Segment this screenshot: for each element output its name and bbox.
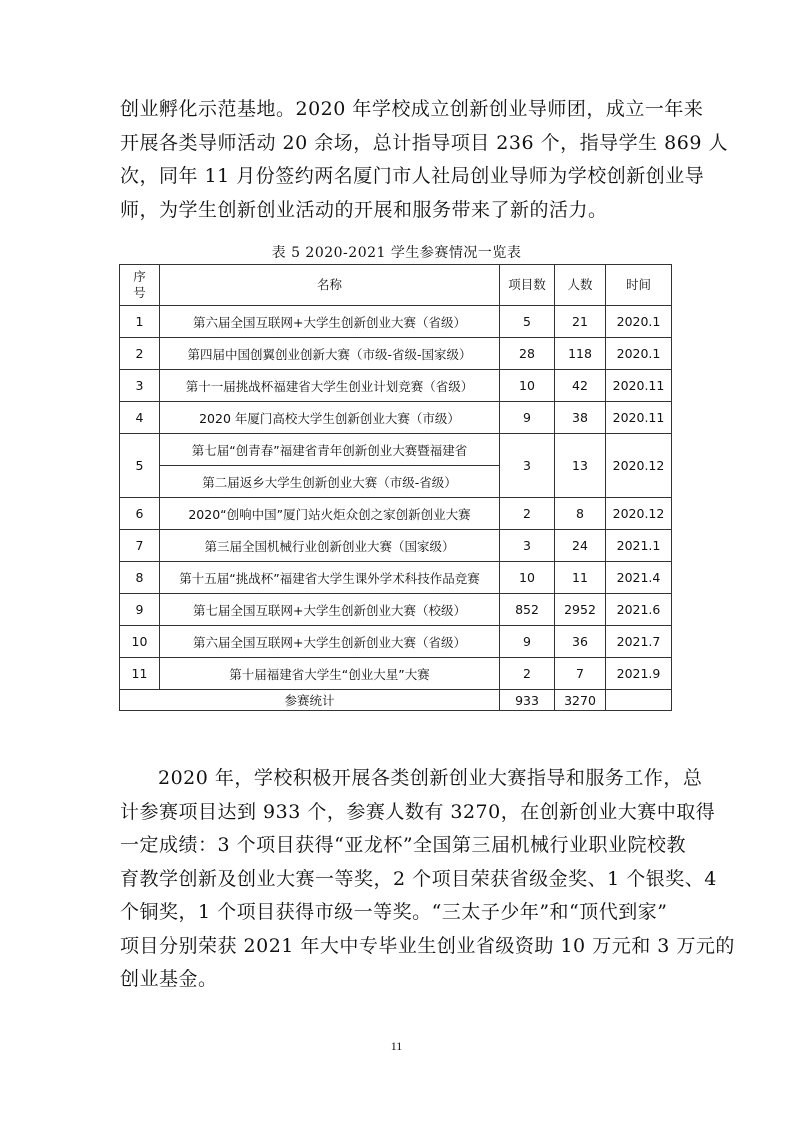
cell-projects: 5 (500, 306, 555, 338)
table-row (120, 562, 672, 594)
cell-name-line2: 第二届返乡大学生创新创业大赛（市级-省级） (160, 466, 500, 498)
text-line: 一定成绩：3 个项目获得“亚龙杯”全国第三届机械行业职业院校教 (120, 834, 687, 856)
cell-projects: 2 (500, 658, 555, 690)
cell-no: 5 (120, 434, 160, 498)
cell-time: 2020.12 (606, 498, 672, 530)
cell-people: 13 (555, 434, 606, 498)
cell-people: 38 (555, 402, 606, 434)
cell-time: 2021.7 (606, 626, 672, 658)
total-time (606, 690, 672, 711)
header-no-line2: 号 (133, 285, 146, 300)
page-number: 11 (390, 1039, 403, 1053)
cell-time: 2021.9 (606, 658, 672, 690)
cell-no: 3 (120, 370, 160, 402)
cell-people: 8 (555, 498, 606, 530)
cell-people: 7 (555, 658, 606, 690)
cell-name: 第七届全国互联网+大学生创新创业大赛（校级） (160, 594, 500, 626)
text-line: 计参赛项目达到 933 个，参赛人数有 3270，在创新创业大赛中取得 (120, 800, 716, 823)
cell-time: 2021.6 (606, 594, 672, 626)
table-row (120, 498, 672, 530)
text-line: 育教学创新及创业大赛一等奖，2 个项目荣获省级金奖、1 个银奖、4 (120, 867, 717, 890)
cell-name: 第六届全国互联网+大学生创新创业大赛（省级） (160, 626, 500, 658)
table-row (120, 434, 672, 466)
cell-projects: 2 (500, 498, 555, 530)
cell-name: 第十五届“挑战杯”福建省大学生课外学术科技作品竞赛 (160, 562, 500, 594)
text-line: 次，同年 11 月份签约两名厦门市人社局创业导师为学校创新创业导 (120, 165, 705, 187)
cell-projects: 3 (500, 434, 555, 498)
cell-projects: 9 (500, 402, 555, 434)
cell-name: 第十届福建省大学生“创业大星”大赛 (160, 658, 500, 690)
cell-time: 2021.1 (606, 530, 672, 562)
total-people: 3270 (555, 690, 606, 711)
cell-name-line1: 第七届“创青春”福建省青年创新创业大赛暨福建省 (160, 434, 500, 466)
cell-people: 21 (555, 306, 606, 338)
header-name: 名称 (160, 265, 500, 306)
table-row (120, 594, 672, 626)
cell-time: 2020.11 (606, 370, 672, 402)
cell-name: 2020 年厦门高校大学生创新创业大赛（市级） (160, 402, 500, 434)
cell-people: 42 (555, 370, 606, 402)
cell-no: 10 (120, 626, 160, 658)
cell-name: 第三届全国机械行业创新创业大赛（国家级） (160, 530, 500, 562)
cell-time: 2020.1 (606, 306, 672, 338)
text-line: 师，为学生创新创业活动的开展和服务带来了新的活力。 (120, 198, 608, 221)
cell-projects: 852 (500, 594, 555, 626)
cell-name: 2020“创响中国”厦门站火炬众创之家创新创业大赛 (160, 498, 500, 530)
paragraph-intro (120, 93, 728, 227)
cell-name: 第六届全国互联网+大学生创新创业大赛（省级） (160, 306, 500, 338)
header-people: 人数 (555, 265, 606, 306)
table-row (120, 626, 672, 658)
cell-no: 11 (120, 658, 160, 690)
cell-name: 第四届中国创翼创业创新大赛（市级-省级-国家级） (160, 338, 500, 370)
text-line: 创业孵化示范基地。2020 年学校成立创新创业导师团，成立一年来 (120, 98, 704, 120)
text-line: 创业基金。 (120, 968, 218, 990)
table-header-row (120, 265, 672, 306)
cell-time: 2020.12 (606, 434, 672, 498)
cell-time: 2020.1 (606, 338, 672, 370)
cell-people: 11 (555, 562, 606, 594)
cell-people: 24 (555, 530, 606, 562)
text-line: 开展各类导师活动 20 余场，总计指导项目 236 个，指导学生 869 人 (120, 131, 728, 154)
cell-projects: 28 (500, 338, 555, 370)
header-projects: 项目数 (500, 265, 555, 306)
total-projects: 933 (500, 690, 555, 711)
cell-no: 8 (120, 562, 160, 594)
cell-projects: 10 (500, 370, 555, 402)
paragraph-results (120, 762, 735, 997)
cell-time: 2020.11 (606, 402, 672, 434)
table-row (120, 338, 672, 370)
cell-people: 2952 (555, 594, 606, 626)
table-caption: 表 5 2020-2021 学生参赛情况一览表 (271, 245, 522, 261)
table-row (120, 306, 672, 338)
cell-time: 2021.4 (606, 562, 672, 594)
cell-projects: 3 (500, 530, 555, 562)
header-no-line1: 序 (133, 269, 146, 284)
header-no (120, 265, 160, 306)
table-row (120, 530, 672, 562)
cell-projects: 9 (500, 626, 555, 658)
cell-no: 9 (120, 594, 160, 626)
cell-no: 2 (120, 338, 160, 370)
table-row (120, 658, 672, 690)
text-line: 个铜奖，1 个项目获得市级一等奖。“三太子少年”和“顶代到家” (120, 901, 668, 923)
cell-people: 36 (555, 626, 606, 658)
cell-no: 1 (120, 306, 160, 338)
cell-name: 第十一届挑战杯福建省大学生创业计划竞赛（省级） (160, 370, 500, 402)
table-row (120, 370, 672, 402)
table-total-row (120, 690, 672, 711)
header-time: 时间 (606, 265, 672, 306)
cell-no: 4 (120, 402, 160, 434)
competition-table (119, 264, 672, 711)
text-line: 2020 年，学校积极开展各类创新创业大赛指导和服务工作，总 (158, 767, 703, 789)
cell-no: 7 (120, 530, 160, 562)
total-label: 参赛统计 (120, 690, 500, 711)
cell-projects: 10 (500, 562, 555, 594)
table-row (120, 402, 672, 434)
cell-people: 118 (555, 338, 606, 370)
text-line: 项目分别荣获 2021 年大中专毕业生创业省级资助 10 万元和 3 万元的 (120, 934, 735, 957)
cell-no: 6 (120, 498, 160, 530)
